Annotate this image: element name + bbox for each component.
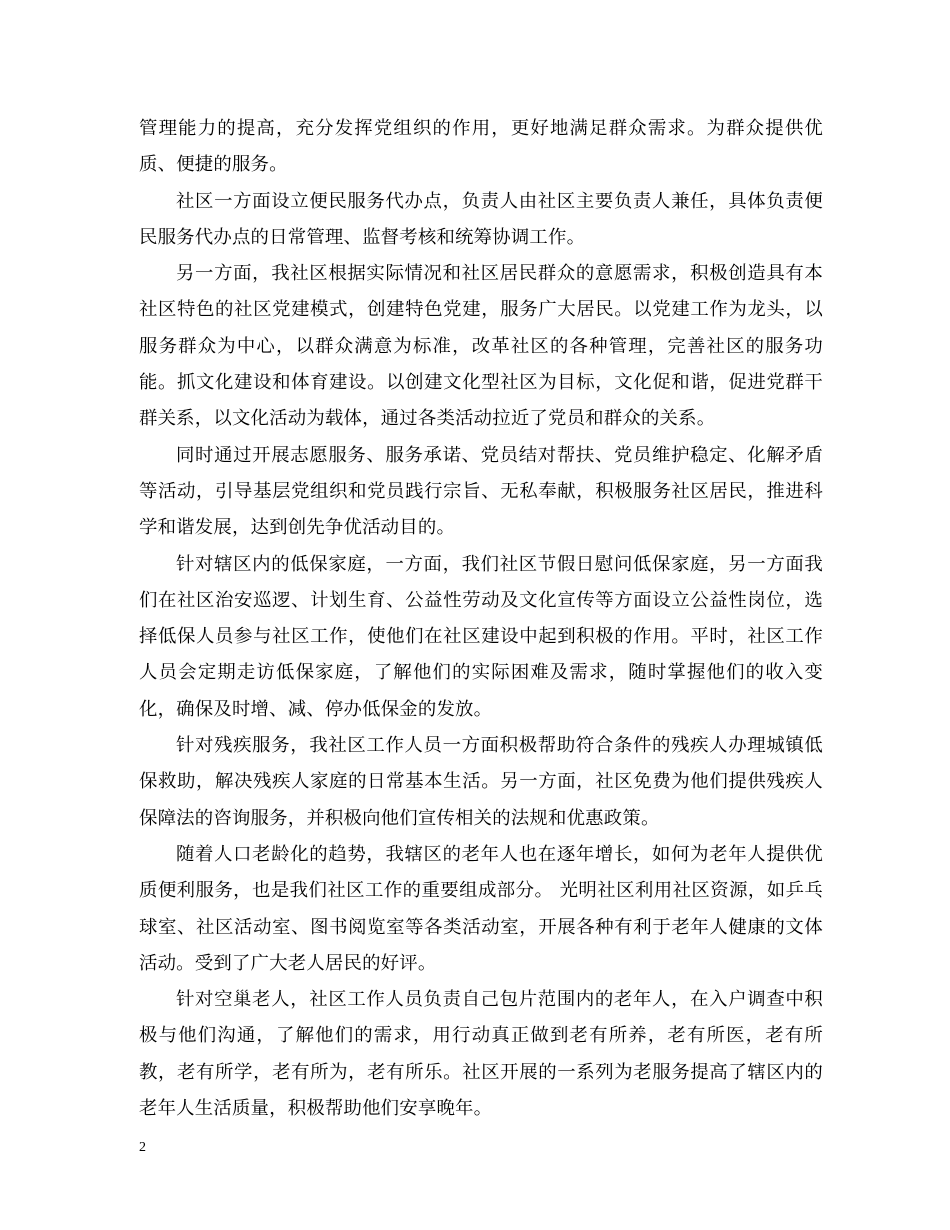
paragraph-empty-nest-elderly: 针对空巢老人，社区工作人员负责自己包片范围内的老年人，在入户调查中积极与他们沟通，了解他们的需求，用行动真正做到老有所养，老有所医，老有所教，老有所学，老有所为，老有所乐。社区开展的一系列为老服务提高了辖区内的老年人生活质量，积极帮助他们安享晚年。: [139, 989, 823, 1120]
paragraph-party-building: 另一方面，我社区根据实际情况和社区居民群众的意愿需求，积极创造具有本社区特色的社区党建模式，创建特色党建，服务广大居民。以党建工作为龙头，以服务群众为中心，以群众满意为标准，改革社区的各种管理，完善社区的服务功能。抓文化建设和体育建设。以创建文化型社区为目标，文化促和谐，促进党群干群关系，以文化活动为载体，通过各类活动拉近了党员和群众的关系。: [139, 263, 823, 430]
paragraph-elderly-services: 随着人口老龄化的趋势，我辖区的老年人也在逐年增长，如何为老年人提供优质便利服务，也是我们社区工作的重要组成部分。 光明社区利用社区资源，如乒乓球室、社区活动室、图书阅览室等各类活动室，开展各种有利于老年人健康的文体活动。受到了广大老人居民的好评。: [139, 843, 823, 974]
paragraph-continuation: 管理能力的提高，充分发挥党组织的作用，更好地满足群众需求。为群众提供优质、便捷的服务。: [139, 118, 823, 176]
paragraph-disability-services: 针对残疾服务，我社区工作人员一方面积极帮助符合条件的残疾人办理城镇低保救助，解决残疾人家庭的日常基本生活。另一方面，社区免费为他们提供残疾人保障法的咨询服务，并积极向他们宣传相关的法规和优惠政策。: [139, 735, 823, 829]
paragraph-volunteer-activities: 同时通过开展志愿服务、服务承诺、党员结对帮扶、党员维护稳定、化解矛盾等活动，引导基层党组织和党员践行宗旨、无私奉献，积极服务社区居民，推进科学和谐发展，达到创先争优活动目的。: [139, 444, 823, 539]
paragraph-low-income-families: 针对辖区内的低保家庭，一方面，我们社区节假日慰问低保家庭，另一方面我们在社区治安巡逻、计划生育、公益性劳动及文化宣传等方面设立公益性岗位，选择低保人员参与社区工作，使他们在社区建设中起到积极的作用。平时，社区工作人员会定期走访低保家庭，了解他们的实际困难及需求，随时掌握他们的收入变化，确保及时增、减、停办低保金的发放。: [139, 553, 823, 720]
body-text: [139, 111, 823, 1127]
page-number: 2: [139, 1140, 146, 1155]
paragraph-service-point: 社区一方面设立便民服务代办点，负责人由社区主要负责人兼任，具体负责便民服务代办点的日常管理、监督考核和统筹协调工作。: [139, 190, 823, 248]
